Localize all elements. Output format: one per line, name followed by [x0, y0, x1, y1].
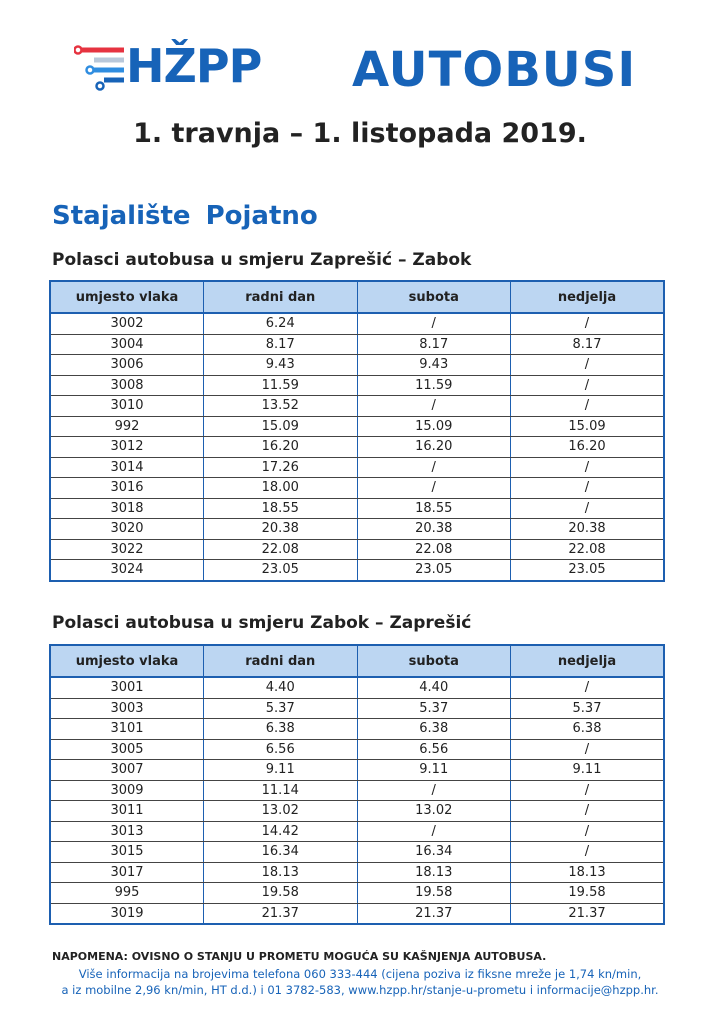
table-cell: 3006 [50, 355, 204, 376]
table-cell: 6.38 [511, 719, 665, 740]
table-row [50, 437, 664, 458]
table-cell: 9.43 [357, 355, 511, 376]
table-cell: 20.38 [204, 519, 358, 540]
table-row [50, 739, 664, 760]
table-cell: 3016 [50, 478, 204, 499]
logo-text: HŽPP [126, 39, 262, 93]
table-row [50, 396, 664, 417]
table-row [50, 416, 664, 437]
table-cell: / [511, 457, 665, 478]
table-cell: 18.55 [357, 498, 511, 519]
table-cell: / [511, 313, 665, 334]
table-cell: 15.09 [357, 416, 511, 437]
table-cell: 18.00 [204, 478, 358, 499]
table-cell: 20.38 [511, 519, 665, 540]
table-cell: 3011 [50, 801, 204, 822]
table-cell: 18.13 [204, 862, 358, 883]
table-row [50, 375, 664, 396]
table-cell: / [511, 375, 665, 396]
table-cell: 16.34 [357, 842, 511, 863]
table-cell: 3018 [50, 498, 204, 519]
table-cell: 11.59 [357, 375, 511, 396]
table-cell: 3012 [50, 437, 204, 458]
table1-heading: Polasci autobusa u smjeru Zaprešić – Zabok [52, 250, 472, 270]
table-cell: 3019 [50, 903, 204, 924]
table-cell: / [511, 801, 665, 822]
table-cell: 3015 [50, 842, 204, 863]
table-cell: 3013 [50, 821, 204, 842]
table-cell: 6.38 [204, 719, 358, 740]
table-cell: 3008 [50, 375, 204, 396]
table-cell: 3014 [50, 457, 204, 478]
table-cell: / [511, 842, 665, 863]
table-cell: 18.13 [511, 862, 665, 883]
contact-info-line-1: Više informacija na brojevima telefona 060 333-444 (cijena poziva iz fiksne mreže je 1,74 kn/min, [78, 967, 642, 981]
table-cell: 13.52 [204, 396, 358, 417]
table-cell: 3101 [50, 719, 204, 740]
table-cell: 22.08 [204, 539, 358, 560]
table-cell: 3024 [50, 560, 204, 581]
table-row [50, 313, 664, 334]
table-cell: 19.58 [511, 883, 665, 904]
table-cell: 3003 [50, 698, 204, 719]
timetable-zapresic-zabok [49, 280, 665, 582]
table-cell: 23.05 [511, 560, 665, 581]
table-row [50, 539, 664, 560]
column-header: subota [357, 645, 511, 677]
table-cell: 21.37 [357, 903, 511, 924]
table-cell: 22.08 [511, 539, 665, 560]
table-cell: / [357, 313, 511, 334]
table-row [50, 457, 664, 478]
table-row [50, 903, 664, 924]
table-cell: 15.09 [204, 416, 358, 437]
table-cell: 22.08 [357, 539, 511, 560]
table-cell: 3017 [50, 862, 204, 883]
table-cell: 14.42 [204, 821, 358, 842]
table-row [50, 519, 664, 540]
contact-info-line-2: a iz mobilne 2,96 kn/min, HT d.d.) i 01 3782-583, www.hzpp.hr/stanje-u-prometu i informacije@hzpp.hr. [61, 983, 659, 997]
table-cell: 16.20 [511, 437, 665, 458]
stop-title: Stajalište Pojatno [52, 201, 318, 231]
document-title: AUTOBUSI [352, 42, 637, 98]
table-cell: 19.58 [357, 883, 511, 904]
table-row [50, 883, 664, 904]
column-header: radni dan [204, 645, 358, 677]
table-cell: / [511, 355, 665, 376]
table-cell: 5.37 [357, 698, 511, 719]
table-cell: / [511, 739, 665, 760]
table-cell: / [357, 478, 511, 499]
table-row [50, 698, 664, 719]
table-row [50, 801, 664, 822]
table-cell: / [511, 677, 665, 698]
validity-period: 1. travnja – 1. listopada 2019. [133, 118, 587, 149]
table-cell: 6.56 [357, 739, 511, 760]
table-cell: 11.59 [204, 375, 358, 396]
table-cell: 6.24 [204, 313, 358, 334]
table-cell: 13.02 [357, 801, 511, 822]
table-cell: 4.40 [204, 677, 358, 698]
table-cell: 18.13 [357, 862, 511, 883]
table-cell: 5.37 [204, 698, 358, 719]
table-row [50, 719, 664, 740]
table-cell: 23.05 [204, 560, 358, 581]
table-cell: / [511, 396, 665, 417]
table-cell: / [511, 821, 665, 842]
table2-heading: Polasci autobusa u smjeru Zabok – Zaprešić [52, 613, 472, 633]
table-row [50, 780, 664, 801]
table-row [50, 355, 664, 376]
hzpp-logo-mark-icon [74, 42, 134, 92]
table-header-row [50, 281, 664, 313]
table-cell: 3001 [50, 677, 204, 698]
table-cell: 16.20 [204, 437, 358, 458]
table-cell: 16.34 [204, 842, 358, 863]
table-cell: 8.17 [511, 334, 665, 355]
table-row [50, 334, 664, 355]
table-cell: 21.37 [204, 903, 358, 924]
table-row [50, 760, 664, 781]
table-cell: 20.38 [357, 519, 511, 540]
table-cell: 4.40 [357, 677, 511, 698]
table-row [50, 677, 664, 698]
table-cell: 6.56 [204, 739, 358, 760]
table-row [50, 478, 664, 499]
table-cell: / [357, 457, 511, 478]
table-cell: 5.37 [511, 698, 665, 719]
table-cell: 3010 [50, 396, 204, 417]
table-row [50, 560, 664, 581]
table-cell: 11.14 [204, 780, 358, 801]
column-header: nedjelja [511, 645, 665, 677]
table-cell: 13.02 [204, 801, 358, 822]
table-cell: 9.11 [357, 760, 511, 781]
column-header: umjesto vlaka [50, 645, 204, 677]
hzpp-logo [74, 39, 294, 93]
table-cell: 18.55 [204, 498, 358, 519]
table-cell: 8.17 [204, 334, 358, 355]
table-cell: 15.09 [511, 416, 665, 437]
table-cell: / [511, 780, 665, 801]
delay-note: NAPOMENA: OVISNO O STANJU U PROMETU MOGUĆA SU KAŠNJENJA AUTOBUSA. [52, 950, 547, 963]
table-cell: 16.20 [357, 437, 511, 458]
table-cell: / [511, 478, 665, 499]
table-row [50, 498, 664, 519]
table-cell: 9.11 [511, 760, 665, 781]
table-row [50, 862, 664, 883]
table-cell: / [357, 780, 511, 801]
table-cell: 23.05 [357, 560, 511, 581]
table-cell: 21.37 [511, 903, 665, 924]
table-cell: 3005 [50, 739, 204, 760]
table-cell: 3004 [50, 334, 204, 355]
timetable-zabok-zapresic [49, 644, 665, 925]
table-cell: 3007 [50, 760, 204, 781]
column-header: radni dan [204, 281, 358, 313]
table-cell: 6.38 [357, 719, 511, 740]
table-cell: 3002 [50, 313, 204, 334]
table-cell: 995 [50, 883, 204, 904]
table-cell: 17.26 [204, 457, 358, 478]
column-header: nedjelja [511, 281, 665, 313]
table-cell: 9.43 [204, 355, 358, 376]
table-cell: 3020 [50, 519, 204, 540]
column-header: subota [357, 281, 511, 313]
table-cell: 8.17 [357, 334, 511, 355]
column-header: umjesto vlaka [50, 281, 204, 313]
table-cell: 992 [50, 416, 204, 437]
table-cell: / [511, 498, 665, 519]
table-header-row [50, 645, 664, 677]
table-row [50, 821, 664, 842]
table-cell: / [357, 821, 511, 842]
table-row [50, 842, 664, 863]
table-cell: 9.11 [204, 760, 358, 781]
table-cell: 3022 [50, 539, 204, 560]
table-cell: 19.58 [204, 883, 358, 904]
table-cell: / [357, 396, 511, 417]
table-cell: 3009 [50, 780, 204, 801]
